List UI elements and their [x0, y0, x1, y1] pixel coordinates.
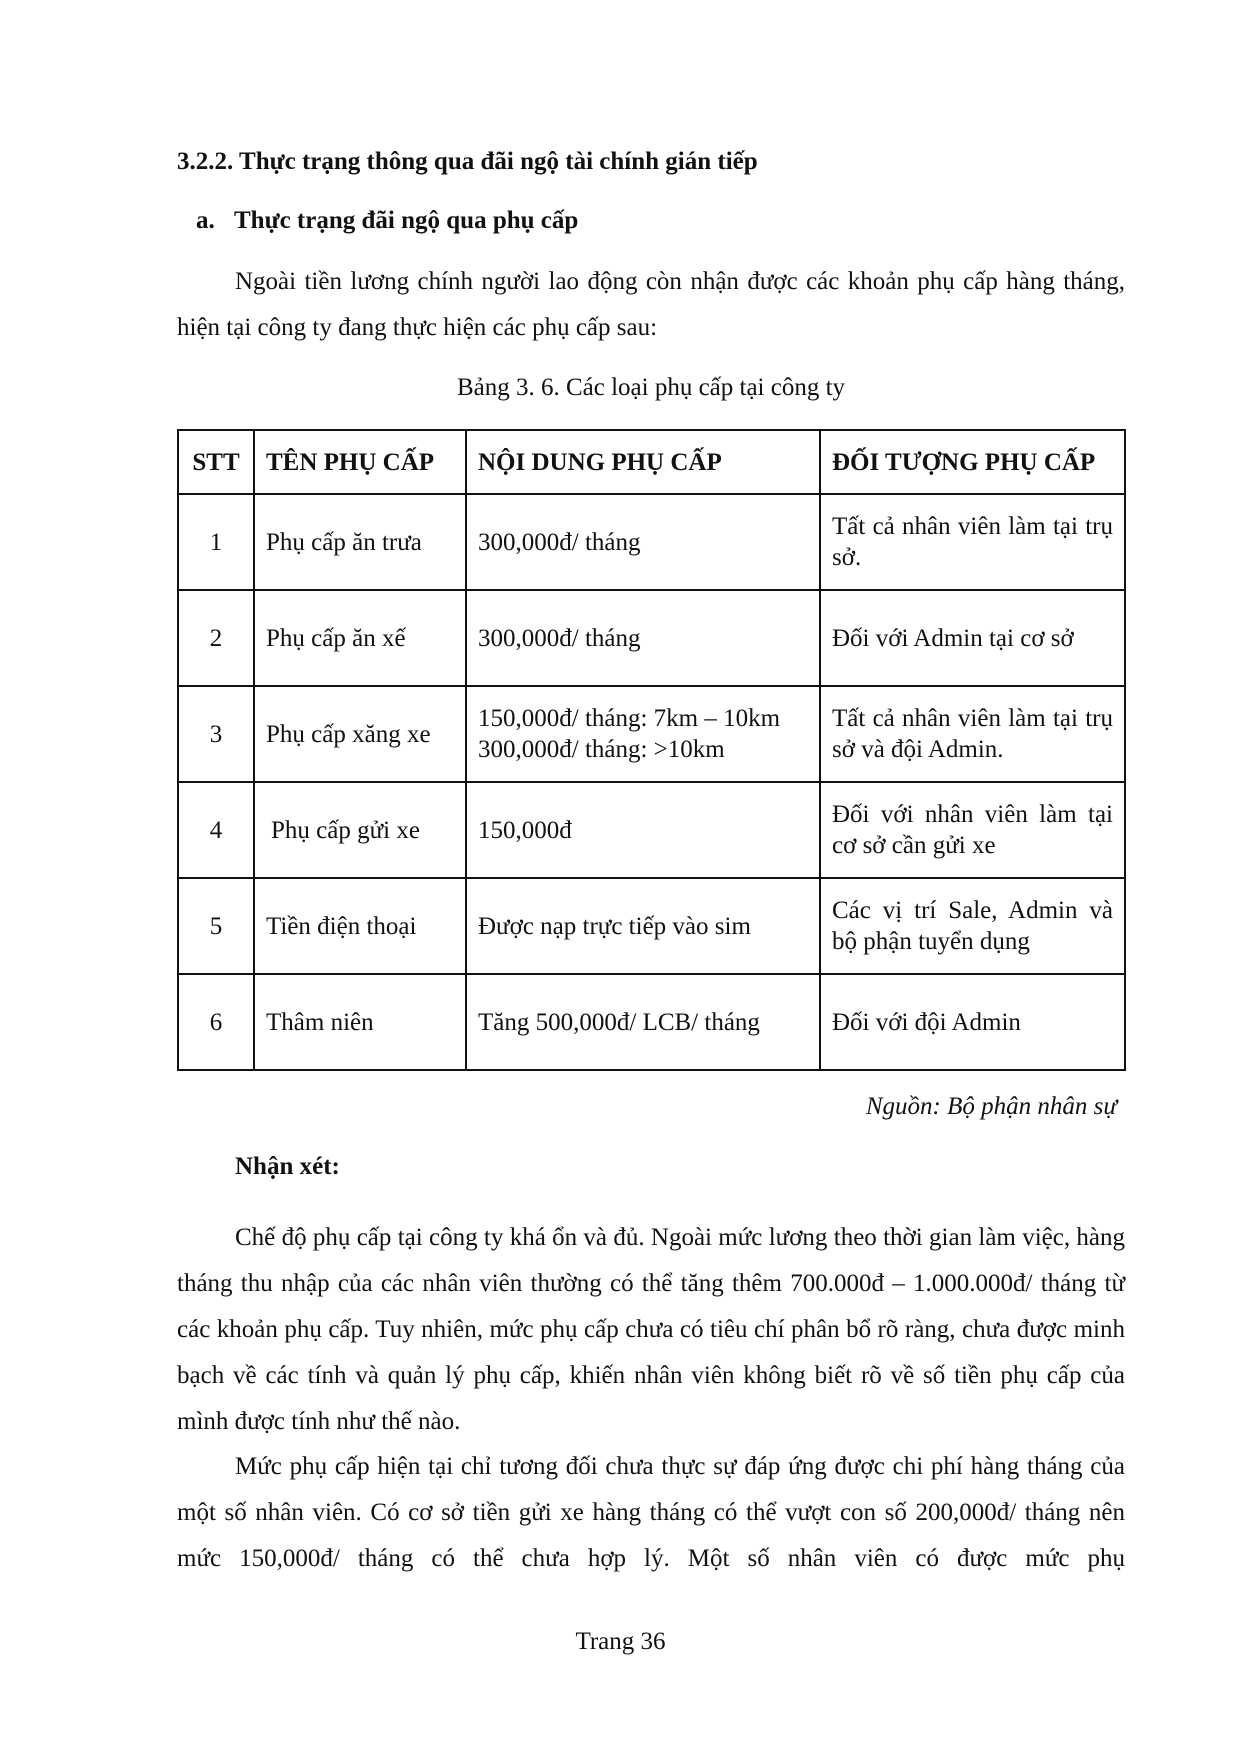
table-row	[178, 590, 1125, 686]
cell-content-line: 150,000đ/ tháng: 7km – 10km	[478, 705, 781, 732]
table-header-row	[178, 430, 1125, 494]
subsection-title-text: Thực trạng đãi ngộ qua phụ cấp	[234, 207, 579, 234]
cell-target: Tất cả nhân viên làm tại trụ sở và đội Admin.	[820, 686, 1125, 782]
cell-name: Phụ cấp ăn trưa	[254, 494, 466, 590]
cell-target: Đối với đội Admin	[820, 974, 1125, 1070]
cell-stt: 2	[178, 590, 254, 686]
cell-content-line: 300,000đ/ tháng	[478, 624, 641, 652]
header-content: NỘI DUNG PHỤ CẤP	[466, 430, 820, 494]
table-row	[178, 782, 1125, 878]
subsection-title	[196, 207, 578, 235]
cell-stt: 6	[178, 974, 254, 1070]
cell-content	[466, 590, 820, 686]
cell-stt: 1	[178, 494, 254, 590]
cell-stt: 5	[178, 878, 254, 974]
table-row	[178, 686, 1125, 782]
cell-stt: 3	[178, 686, 254, 782]
table-source: Nguồn: Bộ phận nhân sự	[865, 1093, 1117, 1120]
cell-content	[466, 494, 820, 590]
cell-name: Phụ cấp ăn xế	[254, 590, 466, 686]
cell-target: Các vị trí Sale, Admin và bộ phận tuyển dụng	[820, 878, 1125, 974]
table-row	[178, 494, 1125, 590]
table-row	[178, 878, 1125, 974]
cell-name: Thâm niên	[254, 974, 466, 1070]
allowance-table	[177, 429, 1126, 1071]
table-row	[178, 974, 1125, 1070]
cell-content	[466, 878, 820, 974]
intro-paragraph: Ngoài tiền lương chính người lao động còn nhận được các khoản phụ cấp hàng tháng, hiện tại công ty đang thực hiện các phụ cấp sau:	[177, 268, 1125, 341]
cell-content	[466, 686, 820, 782]
cell-target: Tất cả nhân viên làm tại trụ sở.	[820, 494, 1125, 590]
cell-content-line: 300,000đ/ tháng: >10km	[478, 736, 725, 763]
remark-paragraph-2: Mức phụ cấp hiện tại chỉ tương đối chưa thực sự đáp ứng được chi phí hàng tháng của một số nhân viên. Có cơ sở tiền gửi xe hàng tháng có thể vượt con số 200,000đ/ tháng nên mức 150,000đ/ tháng có thể chưa hợp lý. Một số nhân viên có được mức phụ	[177, 1453, 1125, 1572]
remark-paragraph-2-container	[177, 1444, 1125, 1582]
cell-content	[466, 974, 820, 1070]
cell-name: Tiền điện thoại	[254, 878, 466, 974]
section-title: 3.2.2. Thực trạng thông qua đãi ngộ tài chính gián tiếp	[177, 148, 758, 175]
header-target: ĐỐI TƯỢNG PHỤ CẤP	[820, 430, 1125, 494]
cell-target: Đối với nhân viên làm tại cơ sở cần gửi xe	[820, 782, 1125, 878]
cell-content-line: Tăng 500,000đ/ LCB/ tháng	[478, 1008, 760, 1036]
subsection-marker: a.	[196, 207, 215, 234]
page-number: Trang 36	[575, 1628, 666, 1655]
remark-label: Nhận xét:	[235, 1153, 340, 1180]
cell-content-line: 150,000đ	[478, 816, 572, 844]
remark-paragraph-1: Chế độ phụ cấp tại công ty khá ổn và đủ. Ngoài mức lương theo thời gian làm việc, hàng tháng thu nhập của các nhân viên thường có thể tăng thêm 700.000đ – 1.000.000đ/ tháng từ các khoản phụ cấp. Tuy nhiên, mức phụ cấp chưa có tiêu chí phân bổ rõ ràng, chưa được minh bạch về các tính và quản lý phụ cấp, khiến nhân viên không biết rõ về số tiền phụ cấp của mình được tính như thế nào.	[177, 1224, 1125, 1435]
cell-content-line: Được nạp trực tiếp vào sim	[478, 912, 751, 940]
cell-target: Đối với Admin tại cơ sở	[820, 590, 1125, 686]
cell-name: Phụ cấp gửi xe	[254, 782, 466, 878]
cell-name: Phụ cấp xăng xe	[254, 686, 466, 782]
header-name: TÊN PHỤ CẤP	[254, 430, 466, 494]
cell-stt: 4	[178, 782, 254, 878]
header-stt: STT	[178, 430, 254, 494]
cell-content	[466, 782, 820, 878]
table-caption: Bảng 3. 6. Các loại phụ cấp tại công ty	[456, 374, 846, 401]
cell-content-line: 300,000đ/ tháng	[478, 528, 641, 556]
